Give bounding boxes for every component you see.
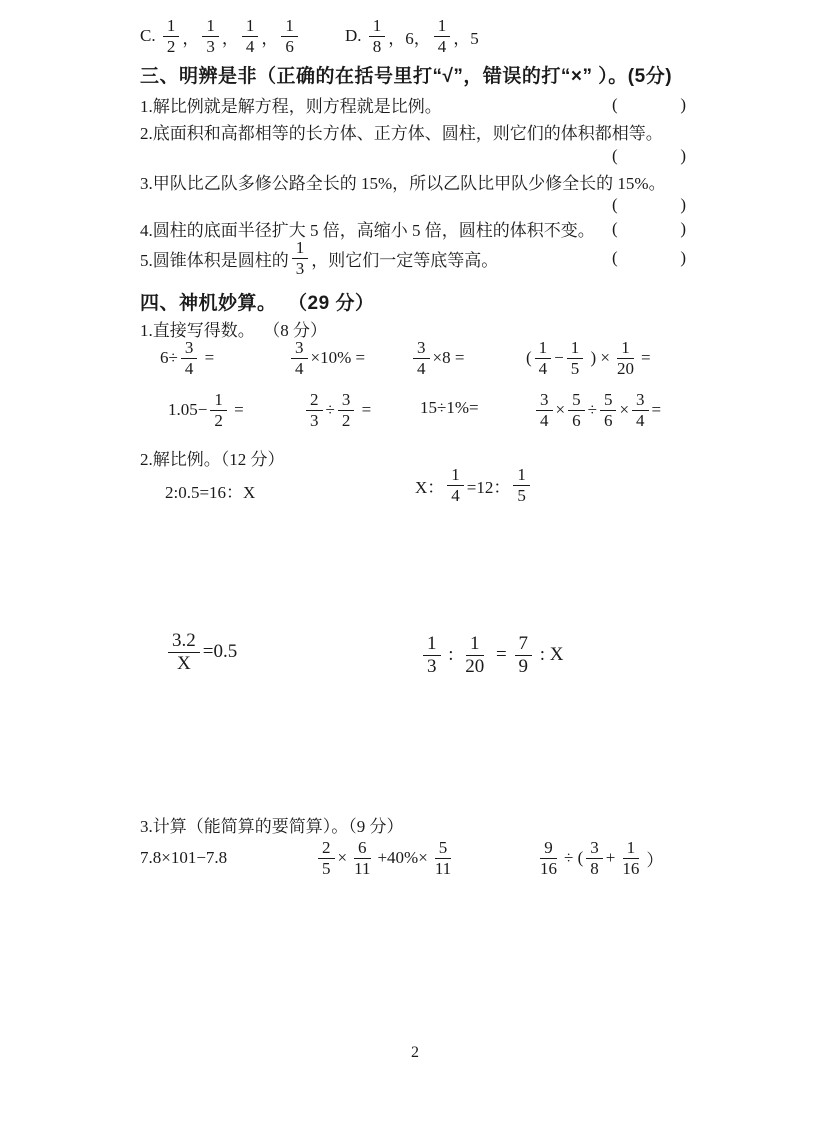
fraction: $\frac{3}{4}$ xyxy=(632,390,649,430)
option-c-sequence: C. $\frac{1}{2}$ ， $\frac{1}{3}$ ， $\frac{1}{4}$ ， $\frac{1}{6}$ xyxy=(140,16,301,56)
fraction: $\frac{5}{6}$ xyxy=(600,390,617,430)
fraction: $\frac{3}{4}$ xyxy=(181,338,198,378)
tf-item-5-text: 5.圆锥体积是圆柱的 $\frac{1}{3}$ ，则它们一定等底等高。 xyxy=(140,238,499,278)
fraction: $\frac{1}{20}$ xyxy=(617,338,635,378)
answer-bracket-3: ( ) xyxy=(612,195,686,214)
q1-expression-4: ( $\frac{1}{4}$ − $\frac{1}{5}$ ) × $\frac{1}{20}$ = xyxy=(526,338,651,378)
fraction: $\frac{3}{4}$ xyxy=(536,390,553,430)
option-d-sequence: D. $\frac{1}{8}$ ，6， $\frac{1}{4}$ ，5 xyxy=(345,16,479,56)
q1-expression-7: 15÷1%= xyxy=(420,398,479,417)
fraction: $\frac{1}{3}$ xyxy=(202,16,219,56)
q2-proportion-4: $\frac{1}{3}$ : $\frac{1}{20}$ = $\frac{7}{9}$ : X xyxy=(420,633,564,678)
tf-item-4-text: 4.圆柱的底面半径扩大 5 倍，高缩小 5 倍，圆柱的体积不变。 xyxy=(140,221,595,240)
section3-heading: 三、明辨是非（正确的在括号里打“√”，错误的打“×” ）。(5分) xyxy=(140,66,673,87)
fraction: $\frac{1}{4}$ xyxy=(535,338,552,378)
section4-heading: 四、神机妙算。 （29 分） xyxy=(140,293,375,314)
fraction: $\frac{1}{4}$ xyxy=(242,16,259,56)
fraction: $\frac{3}{8}$ xyxy=(586,838,603,878)
fraction: $\frac{9}{16}$ xyxy=(540,838,557,878)
answer-bracket-2-line xyxy=(140,146,686,166)
fraction: $\frac{1}{4}$ xyxy=(434,16,451,56)
q3-label: 3.计算（能简算的要简算）。（9 分） xyxy=(140,817,404,836)
q1-expression-2: $\frac{3}{4}$ ×10% = xyxy=(288,338,365,378)
fraction: $\frac{2}{5}$ xyxy=(318,838,335,878)
fraction: $\frac{7}{9}$ xyxy=(515,633,533,678)
q3-expression-3: $\frac{9}{16}$ ÷ ( $\frac{3}{8}$ + $\frac{1}{16}$ ） xyxy=(533,838,663,878)
fraction: $\frac{1}{4}$ xyxy=(447,465,464,505)
fraction: $\frac{1}{2}$ xyxy=(163,16,180,56)
q2-proportion-1: 2:0.5=16：X xyxy=(165,483,256,502)
tf-item-2 xyxy=(140,119,663,144)
q1-expression-1: 6÷ $\frac{3}{4}$ = xyxy=(160,338,215,378)
fraction: $\frac{3}{2}$ xyxy=(338,390,355,430)
q1-label: 1.直接写得数。 （8 分） xyxy=(140,321,327,340)
tf-item-3 xyxy=(140,169,666,194)
q1-expression-5: 1.05− $\frac{1}{2}$ = xyxy=(168,390,244,430)
fraction: $\frac{1}{5}$ xyxy=(513,465,530,505)
fraction: $\frac{2}{3}$ xyxy=(306,390,323,430)
fraction: $\frac{5}{11}$ xyxy=(434,838,452,878)
fraction: $\frac{6}{11}$ xyxy=(354,838,371,878)
q1-expression-8: $\frac{3}{4}$ × $\frac{5}{6}$ ÷ $\frac{5}{6}$ × $\frac{3}{4}$ = xyxy=(533,390,661,430)
fraction: $\frac{1}{3}$ xyxy=(292,238,309,278)
fraction: $\frac{3}{4}$ xyxy=(413,338,430,378)
fraction: $\frac{1}{8}$ xyxy=(369,16,386,56)
q2-proportion-3: $\frac{3.2}{X}$ =0.5 xyxy=(165,630,237,675)
q1-expression-3: $\frac{3}{4}$ ×8 = xyxy=(410,338,464,378)
q3-expression-1: 7.8×101−7.8 xyxy=(140,848,228,867)
tf-item-1 xyxy=(140,92,686,117)
tf-item-1-text: 1.解比例就是解方程，则方程就是比例。 xyxy=(140,97,442,116)
fraction: $\frac{1}{3}$ xyxy=(423,633,441,678)
fraction: $\frac{1}{16}$ xyxy=(622,838,640,878)
answer-bracket-2: ( ) xyxy=(612,146,686,165)
tf-item-5 xyxy=(140,238,686,278)
tf-item-2-text: 2.底面积和高都相等的长方体、正方体、圆柱，则它们的体积都相等。 xyxy=(140,124,663,143)
tf-item-3-text: 3.甲队比乙队多修公路全长的 15%，所以乙队比甲队少修全长的 15%。 xyxy=(140,174,666,193)
fraction: $\frac{3.2}{X}$ xyxy=(168,630,200,675)
q2-label: 2.解比例。（12 分） xyxy=(140,450,285,469)
fraction: $\frac{5}{6}$ xyxy=(568,390,585,430)
fraction: $\frac{1}{6}$ xyxy=(281,16,298,56)
q3-expression-2: $\frac{2}{5}$ × $\frac{6}{11}$ +40%× $\frac{5}{11}$ xyxy=(315,838,458,878)
answer-bracket-3-line xyxy=(140,195,686,215)
q1-expression-6: $\frac{2}{3}$ ÷ $\frac{3}{2}$ = xyxy=(303,390,371,430)
answer-bracket-5: ( ) xyxy=(612,248,686,268)
q2-proportion-2: X： $\frac{1}{4}$ =12： $\frac{1}{5}$ xyxy=(415,465,533,505)
answer-bracket-1: ( ) xyxy=(612,94,686,114)
fraction: $\frac{1}{5}$ xyxy=(567,338,584,378)
fraction: $\frac{1}{2}$ xyxy=(210,390,227,430)
fraction: $\frac{1}{20}$ xyxy=(465,633,485,677)
fraction: $\frac{3}{4}$ xyxy=(291,338,308,378)
answer-bracket-4: ( ) xyxy=(612,218,686,238)
page-number: 2 xyxy=(411,1044,419,1061)
